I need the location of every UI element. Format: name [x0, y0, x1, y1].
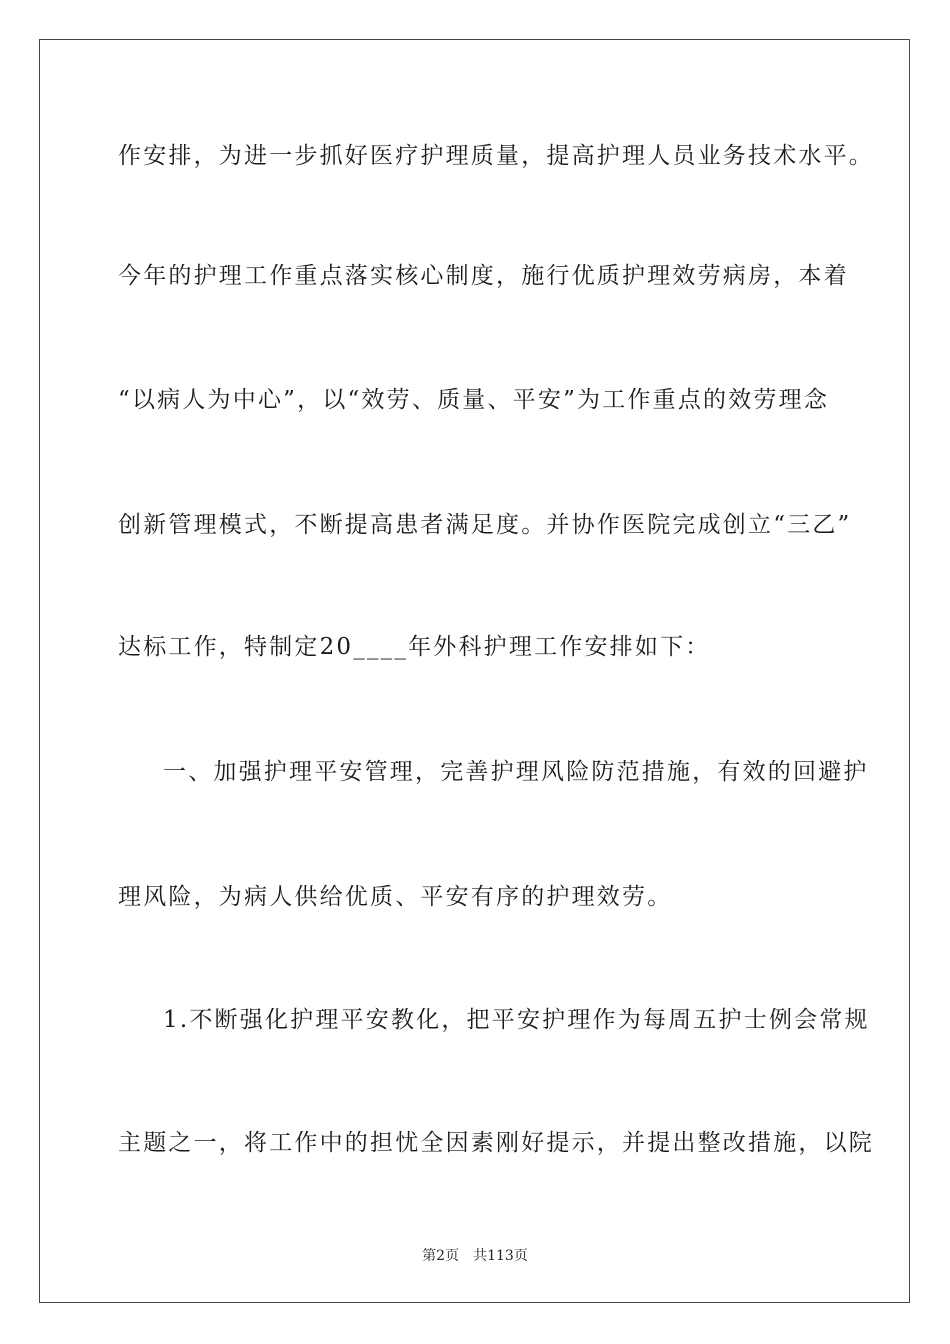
page-number: 第2页: [422, 1248, 460, 1264]
page-total: 共113页: [473, 1248, 528, 1264]
body-line-7: 理风险，为病人供给优质、平安有序的护理效劳。: [118, 884, 673, 910]
body-line-6: 一、加强护理平安管理，完善护理风险防范措施，有效的回避护: [163, 759, 869, 785]
body-line-3: “以病人为中心”，以“效劳、质量、平安”为工作重点的效劳理念: [118, 387, 830, 413]
body-line-4: 创新管理模式，不断提高患者满足度。并协作医院完成创立“三乙”: [118, 512, 852, 538]
body-line-8: 1.不断强化护理平安教化，把平安护理作为每周五护士例会常规: [163, 1007, 870, 1033]
body-line-5: 达标工作，特制定20____年外科护理工作安排如下：: [118, 634, 711, 660]
page-footer: [0, 1247, 950, 1265]
body-line-1: 作安排，为进一步抓好医疗护理质量，提高护理人员业务技术水平。: [118, 143, 874, 169]
page-border: [39, 39, 910, 1303]
body-line-2: 今年的护理工作重点落实核心制度，施行优质护理效劳病房，本着: [118, 263, 849, 289]
body-line-9: 主题之一，将工作中的担忧全因素刚好提示，并提出整改措施，以院: [118, 1130, 874, 1156]
